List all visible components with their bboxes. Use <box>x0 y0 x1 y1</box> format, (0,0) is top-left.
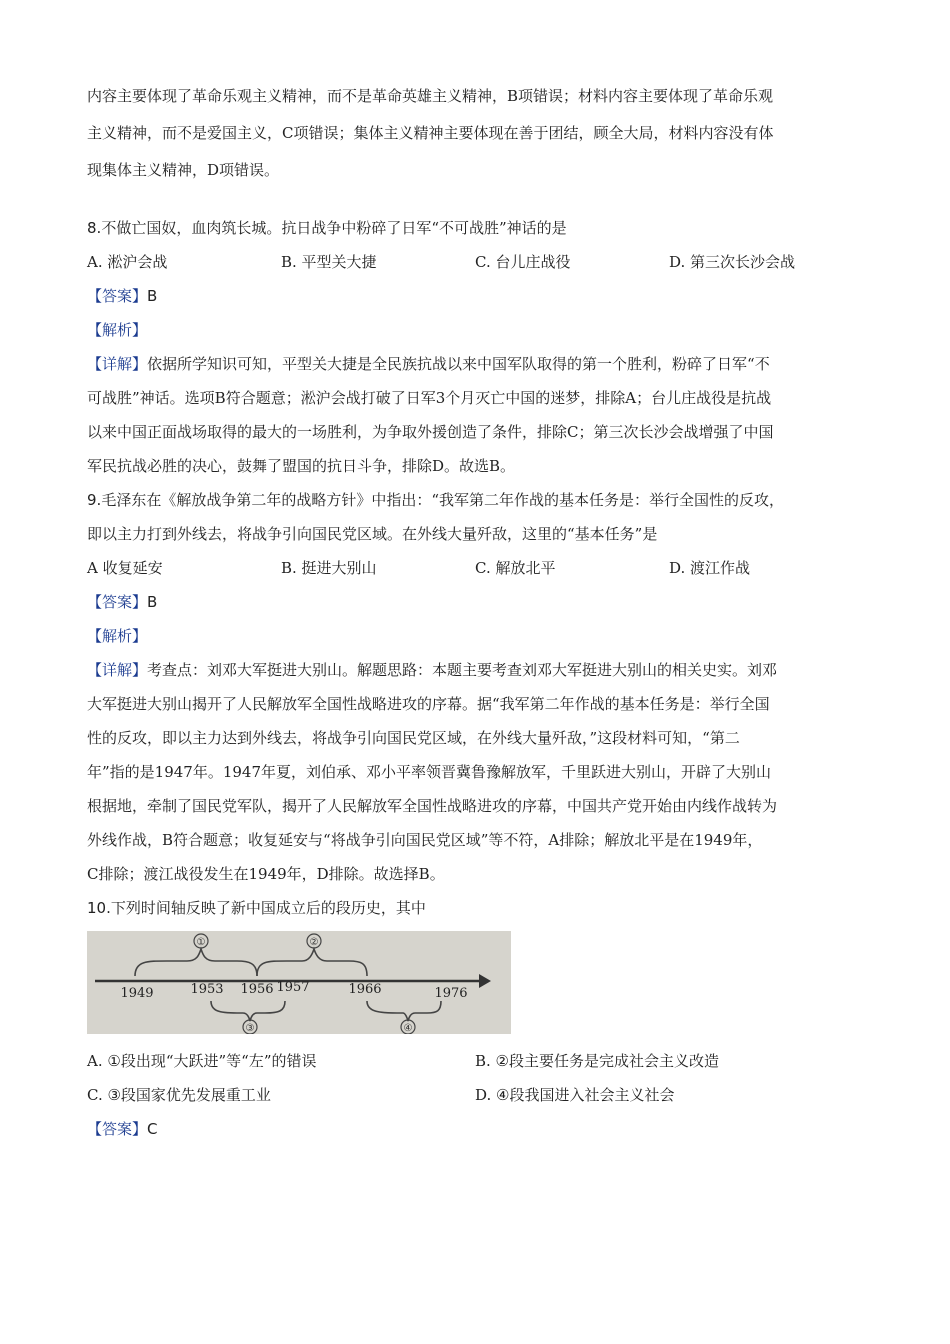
question-8 <box>87 211 877 483</box>
brace-2 <box>257 949 367 976</box>
options-row <box>87 1044 877 1078</box>
question-number: 8. <box>87 219 102 237</box>
question-10 <box>87 891 877 1146</box>
option-a: A. 淞沪会战 <box>87 253 168 271</box>
option-d: D. 第三次长沙会战 <box>669 253 796 271</box>
timeline-svg <box>87 931 511 1034</box>
year-label: 1966 <box>348 982 382 997</box>
text-line: 【详解】依据所学知识可知，平型关大捷是全民族抗战以来中国军队取得的第一个胜利，粉碎了日军“不 <box>87 355 770 373</box>
timeline-figure <box>87 931 511 1034</box>
text-line: 【详解】考查点：刘邓大军挺进大别山。解题思路：本题主要考查刘邓大军挺进大别山的相关史实。刘邓 <box>87 661 778 679</box>
document-page <box>87 78 877 1146</box>
text-line: 主义精神，而不是爱国主义，C项错误；集体主义精神主要体现在善于团结，顾全大局，材料内容没有体 <box>87 124 774 142</box>
analysis-tag: 【解析】 <box>87 627 148 645</box>
year-label: 1957 <box>276 980 310 995</box>
option-c: C. 台儿庄战役 <box>475 253 571 271</box>
option-b: B. 挺进大别山 <box>281 559 377 577</box>
question-stem: 10.下列时间轴反映了新中国成立后的段历史，其中 <box>87 899 426 917</box>
question-number: 10. <box>87 899 111 917</box>
year-label: 1949 <box>120 986 154 1001</box>
year-label: 1956 <box>240 982 274 997</box>
question-stem-line: 即以主力打到外线去，将战争引向国民党区域。在外线大量歼敌，这里的“基本任务”是 <box>87 525 658 543</box>
options-row <box>87 551 877 585</box>
option-a: A 收复延安 <box>87 559 163 577</box>
detail-tag: 【详解】 <box>87 355 148 373</box>
text-line: 根据地，牵制了国民党军队，揭开了人民解放军全国性战略进攻的序幕，中国共产党开始由内线作战转为 <box>87 797 778 815</box>
brace-3 <box>211 1001 285 1021</box>
mark-4: ④ <box>403 1023 413 1034</box>
question-stem: 8.不做亡国奴，血肉筑长城。抗日战争中粉碎了日军“不可战胜”神话的是 <box>87 219 567 237</box>
intro-paragraph <box>87 78 877 189</box>
text-line: 内容主要体现了革命乐观主义精神，而不是革命英雄主义精神，B项错误；材料内容主要体现了革命乐观 <box>87 87 774 105</box>
answer-line: 【答案】C <box>87 1120 158 1138</box>
option-d: D. ④段我国进入社会主义社会 <box>475 1086 675 1104</box>
mark-3: ③ <box>245 1023 255 1034</box>
text-line: C排除；渡江战役发生在1949年，D排除。故选择B。 <box>87 865 445 883</box>
analysis-tag: 【解析】 <box>87 321 148 339</box>
brace-1 <box>135 949 257 976</box>
answer-value: C <box>147 1120 158 1138</box>
option-a: A. ①段出现“大跃进”等“左”的错误 <box>87 1052 317 1070</box>
detail-paragraph <box>87 653 877 891</box>
option-c: C. ③段国家优先发展重工业 <box>87 1086 271 1104</box>
mark-1: ① <box>196 937 206 948</box>
year-label: 1976 <box>434 986 468 1001</box>
question-9 <box>87 483 877 891</box>
answer-line: 【答案】B <box>87 287 158 305</box>
text-line: 性的反攻，即以主力达到外线去，将战争引向国民党区域，在外线大量歼敌，”这段材料可知，“第二 <box>87 729 740 747</box>
brace-4 <box>367 1001 441 1021</box>
question-number: 9. <box>87 491 102 509</box>
options-row <box>87 1078 877 1112</box>
text-line: 外线作战，B符合题意；收复延安与“将战争引向国民党区域”等不符，A排除；解放北平是在1949年， <box>87 831 763 849</box>
options-row <box>87 245 877 279</box>
question-stem: 9.毛泽东在《解放战争第二年的战略方针》中指出：“我军第二年作战的基本任务是：举行全国性的反攻， <box>87 491 784 509</box>
arrow-head-icon <box>479 974 491 988</box>
text-line: 年”指的是1947年。1947年夏，刘伯承、邓小平率领晋冀鲁豫解放军，千里跃进大别山，开辟了大别山 <box>87 763 772 781</box>
option-d: D. 渡江作战 <box>669 559 751 577</box>
option-b: B. ②段主要任务是完成社会主义改造 <box>475 1052 720 1070</box>
text-line: 现集体主义精神，D项错误。 <box>87 161 280 179</box>
option-c: C. 解放北平 <box>475 559 556 577</box>
detail-paragraph <box>87 347 877 483</box>
answer-value: B <box>147 287 158 305</box>
text-line: 大军挺进大别山揭开了人民解放军全国性战略进攻的序幕。据“我军第二年作战的基本任务是：举行全国 <box>87 695 770 713</box>
mark-2: ② <box>309 937 319 948</box>
option-b: B. 平型关大捷 <box>281 253 377 271</box>
text-line: 军民抗战必胜的决心，鼓舞了盟国的抗日斗争，排除D。故选B。 <box>87 457 516 475</box>
detail-tag: 【详解】 <box>87 661 148 679</box>
text-line: 可战胜”神话。选项B符合题意；淞沪会战打破了日军3个月灭亡中国的迷梦，排除A；台儿庄战役是抗战 <box>87 389 772 407</box>
answer-value: B <box>147 593 158 611</box>
year-label: 1953 <box>190 982 224 997</box>
answer-line: 【答案】B <box>87 593 158 611</box>
text-line: 以来中国正面战场取得的最大的一场胜利，为争取外援创造了条件，排除C；第三次长沙会战增强了中国 <box>87 423 774 441</box>
